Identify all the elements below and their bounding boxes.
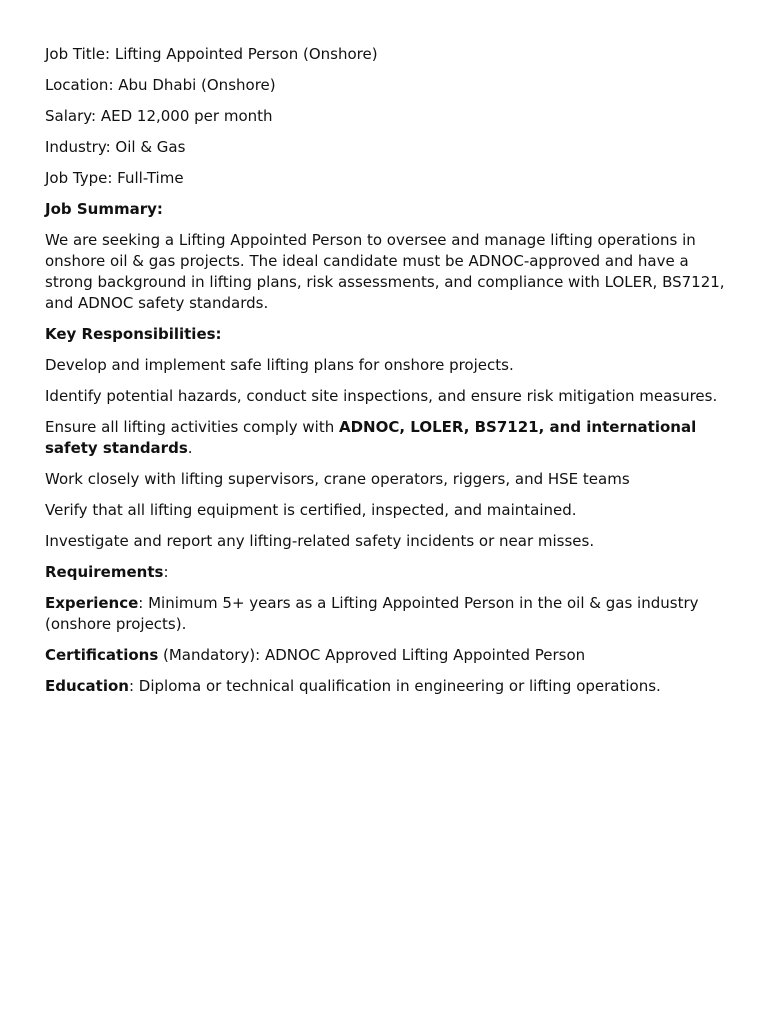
- requirement-certifications: [45, 645, 735, 666]
- location: Location: Abu Dhabi (Onshore): [45, 76, 276, 94]
- experience-label: Experience: [45, 594, 139, 612]
- summary-heading: [45, 199, 735, 220]
- requirement-education: [45, 676, 735, 697]
- requirements-heading-text: Requirements: [45, 563, 164, 581]
- responsibility-item: Develop and implement safe lifting plans for onshore projects.: [45, 356, 514, 374]
- experience-text: : Minimum 5+ years as a Lifting Appointed Person in the oil & gas industry (onshore projects).: [45, 594, 699, 633]
- requirement-experience: [45, 593, 735, 635]
- responsibility-item: Verify that all lifting equipment is certified, inspected, and maintained.: [45, 501, 577, 519]
- responsibilities-heading-text: Key Responsibilities:: [45, 325, 222, 343]
- salary: Salary: AED 12,000 per month: [45, 107, 273, 125]
- job-type: Job Type: Full-Time: [45, 169, 184, 187]
- responsibility-item: Identify potential hazards, conduct site inspections, and ensure risk mitigation measures.: [45, 387, 718, 405]
- certifications-label: Certifications: [45, 646, 159, 664]
- education-label: Education: [45, 677, 129, 695]
- industry: Industry: Oil & Gas: [45, 138, 186, 156]
- responsibility-item-bold: ADNOC, LOLER, BS7121, and international safety standards: [45, 418, 697, 457]
- responsibility-item-suffix: .: [187, 439, 193, 457]
- responsibility-item: [45, 417, 735, 459]
- job-title: Job Title: Lifting Appointed Person (Onshore): [45, 45, 378, 63]
- responsibility-item-prefix: Ensure all lifting activities comply with: [45, 418, 339, 436]
- certifications-text: (Mandatory): ADNOC Approved Lifting Appointed Person: [158, 646, 586, 664]
- document-page: [45, 44, 735, 707]
- requirements-heading-colon: :: [163, 563, 169, 581]
- responsibility-item: Work closely with lifting supervisors, crane operators, riggers, and HSE teams: [45, 470, 630, 488]
- responsibility-item: Investigate and report any lifting-related safety incidents or near misses.: [45, 532, 595, 550]
- education-text: : Diploma or technical qualification in engineering or lifting operations.: [128, 677, 661, 695]
- summary-text: We are seeking a Lifting Appointed Person to oversee and manage lifting operations in onshore oil & gas projects. The ideal candidate must be ADNOC-approved and have a strong background in lifting plans, risk assessments, and compliance with LOLER, BS7121, and ADNOC safety standards.: [45, 231, 725, 312]
- requirements-heading: [45, 562, 735, 583]
- summary-heading-text: Job Summary:: [45, 200, 163, 218]
- responsibilities-heading: [45, 324, 735, 345]
